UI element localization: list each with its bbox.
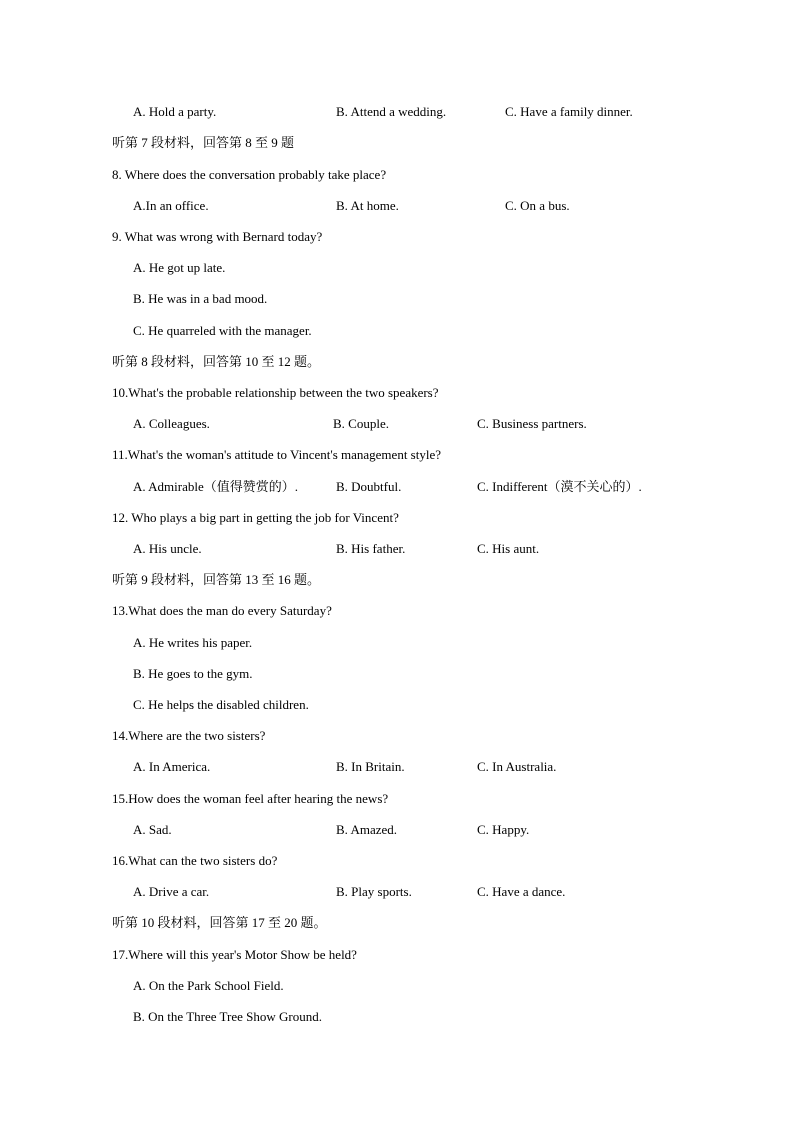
- options-row-12: [0, 539, 794, 559]
- option-13b: B. He goes to the gym.: [133, 666, 253, 681]
- question-15: 15.How does the woman feel after hearing the news?: [112, 791, 389, 806]
- question-8: 8. Where does the conversation probably take place?: [112, 167, 387, 182]
- option-a: A. In America.: [133, 759, 211, 774]
- option-a: A.In an office.: [133, 198, 209, 213]
- option-b: B. Play sports.: [336, 884, 412, 899]
- option-c: C. In Australia.: [477, 759, 557, 774]
- options-row-15: [0, 820, 794, 840]
- question-11: 11.What's the woman's attitude to Vincent's management style?: [112, 447, 441, 462]
- option-a: A. Colleagues.: [133, 416, 210, 431]
- question-13: 13.What does the man do every Saturday?: [112, 603, 332, 618]
- option-17a: A. On the Park School Field.: [133, 978, 284, 993]
- options-row-11: [0, 477, 794, 497]
- option-a: A. Hold a party.: [133, 104, 217, 119]
- option-b: B. Amazed.: [336, 822, 398, 837]
- option-c: C. On a bus.: [505, 198, 570, 213]
- option-a: A. Admirable（值得赞赏的）.: [133, 479, 299, 494]
- section-heading-8: 听第 8 段材料，回答第 10 至 12 题。: [112, 354, 321, 369]
- option-a: A. Sad.: [133, 822, 172, 837]
- section-heading-9: 听第 9 段材料，回答第 13 至 16 题。: [112, 572, 321, 587]
- option-a: A. Drive a car.: [133, 884, 210, 899]
- option-9b: B. He was in a bad mood.: [133, 291, 268, 306]
- options-row-16: [0, 882, 794, 902]
- option-b: B. Attend a wedding.: [336, 104, 447, 119]
- option-b: B. Doubtful.: [336, 479, 402, 494]
- question-12: 12. Who plays a big part in getting the job for Vincent?: [112, 510, 399, 525]
- options-row-10: [0, 414, 794, 434]
- option-b: B. His father.: [336, 541, 406, 556]
- option-c: C. Business partners.: [477, 416, 587, 431]
- option-b: B. Couple.: [333, 416, 389, 431]
- option-13a: A. He writes his paper.: [133, 635, 253, 650]
- option-b: B. In Britain.: [336, 759, 405, 774]
- options-row-8: [0, 196, 794, 216]
- question-10: 10.What's the probable relationship between the two speakers?: [112, 385, 439, 400]
- section-heading-10: 听第 10 段材料，回答第 17 至 20 题。: [112, 915, 327, 930]
- options-row-7: [0, 102, 794, 122]
- section-heading-7: 听第 7 段材料，回答第 8 至 9 题: [112, 135, 295, 150]
- question-16: 16.What can the two sisters do?: [112, 853, 278, 868]
- option-c: C. His aunt.: [477, 541, 540, 556]
- option-9a: A. He got up late.: [133, 260, 226, 275]
- option-c: C. Indifferent（漠不关心的）.: [477, 479, 642, 494]
- option-13c: C. He helps the disabled children.: [133, 697, 309, 712]
- option-c: C. Have a family dinner.: [505, 104, 633, 119]
- option-17b: B. On the Three Tree Show Ground.: [133, 1009, 322, 1024]
- options-row-14: [0, 757, 794, 777]
- option-a: A. His uncle.: [133, 541, 202, 556]
- question-9: 9. What was wrong with Bernard today?: [112, 229, 323, 244]
- question-14: 14.Where are the two sisters?: [112, 728, 266, 743]
- option-c: C. Happy.: [477, 822, 530, 837]
- question-17: 17.Where will this year's Motor Show be held?: [112, 947, 357, 962]
- option-c: C. Have a dance.: [477, 884, 566, 899]
- option-9c: C. He quarreled with the manager.: [133, 323, 312, 338]
- option-b: B. At home.: [336, 198, 399, 213]
